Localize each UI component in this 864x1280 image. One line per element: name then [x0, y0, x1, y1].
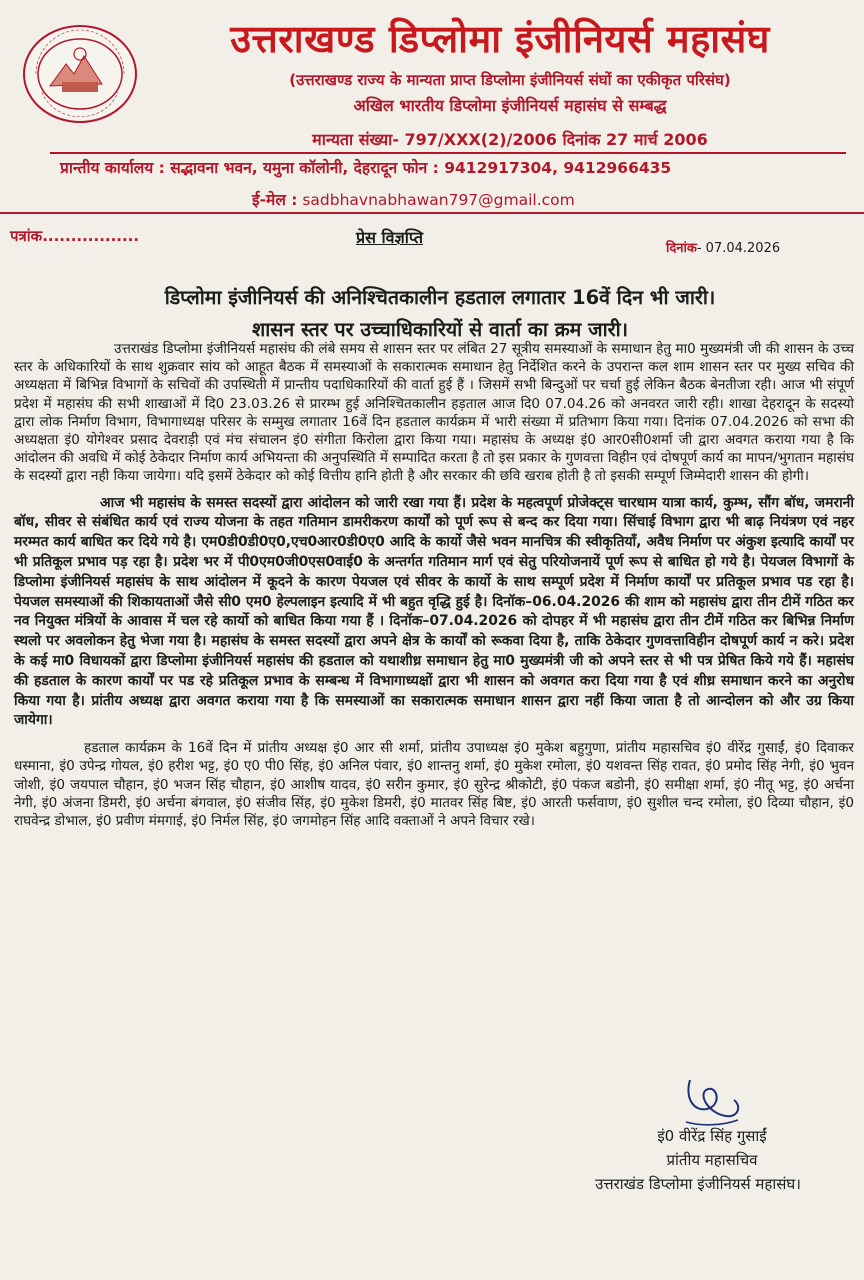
signatory-designation: प्रांतीय महासचिव	[666, 1151, 758, 1169]
recognition-number: मान्यता संख्या- 797/XXX(2)/2006 दिनांक 27 मार्च 2006	[312, 130, 708, 149]
headline-line-1: डिप्लोमा इंजीनियर्स की अनिश्चितकालीन हडताल लगातार 16वें दिन भी जारी।	[164, 286, 716, 309]
press-release-body	[14, 340, 854, 838]
document-date: दिनांक- 07.04.2026	[666, 241, 781, 256]
letterhead-rule	[50, 152, 846, 154]
email-address: sadbhavnabhawan797@gmail.com	[302, 191, 575, 209]
headline-line-2: शासन स्तर पर उच्चाधिकारियों से वार्ता का क्रम जारी।	[251, 318, 629, 341]
office-address: प्रान्तीय कार्यालय : सद्भावना भवन, यमुना कॉलोनी, देहरादून फोन : 9412917304, 9412966435	[60, 159, 672, 177]
date-value: 07.04.2026	[705, 241, 781, 256]
affiliation-line: अखिल भारतीय डिप्लोमा इंजीनियर्स महासंघ से सम्बद्ध	[353, 96, 667, 115]
letterhead-bottom-rule	[0, 212, 864, 214]
signatory-organisation: उत्तराखंड डिप्लोमा इंजीनियर्स महासंघ।	[595, 1175, 801, 1193]
email-line	[252, 188, 575, 210]
date-label: दिनांक	[666, 241, 697, 256]
reference-number: पत्रांक.................	[10, 227, 140, 245]
paragraph-1: उत्तराखंड डिप्लोमा इंजीनियर्स महासंघ की लंबे समय से शासन स्तर पर लंबित 27 सूत्रीय समस्याओं के समाधान हेतु मा0 मुख्यमंत्री जी की शासन के उच्च स्तर के अधिकारियों के साथ शुक्रवार सांय को आहूत बैठक में समस्याओं के सकारात्मक समाधान हेतु निर्देशित करने के उपरान्त कल शाम शासन स्तर पर मुख्य सचिव की अध्यक्षता में बिभिन्न विभागों के सचिवों की उपस्थिती में प्रान्तीय पदाधिकारियों की वार्ता हुई हैं । जिसमें सभी बिन्दुओं पर चर्चा हुई लेकिन बैठक बेनतीजा रही। आज भी संपूर्ण प्रदेश में महासंघ की सभी शाखाओं में दि0 23.03.26 से प्रारम्भ हुई अनिश्चितकालीन हड़ताल आज दि0 07.04.26 को अनवरत जारी रही। शाखा देहरादून के सदस्यो द्वारा लोक निर्माण विभाग, विभागाध्यक्ष परिसर के सम्मुख लगातार 16वें दिन हडताल कार्यक्रम में भारी संख्या में प्रतिभाग किया गया। दिनांक 07.04.2026 को सभा की अध्यक्षता इं0 योगेश्वर प्रसाद देवराड़ी एवं मंच संचालन इं0 संगीता किरोला द्वारा किया गया। महासंघ के अध्यक्ष इं0 आर0सी0शर्मा जी द्वारा अवगत कराया गया है कि आंदोलन की अवधि में कोई ठेकेदार निर्माण कार्य अभियन्ता की अनुपस्थिति में सम्पादित करता है तो इस प्रकार के गुणवत्ता विहीन एवं दोषपूर्ण कार्य का मापन/भुगतान महासंघ के सदस्यों द्वारा नही किया जायेगा। यदि इसमें ठेकेदार को कोई वित्तीय हानि होती है और सरकार की छवि खराब होती है तो इसकी सम्पूर्ण जिम्मेदारी शासन की होगी।	[14, 341, 854, 485]
signatory-name: इं0 वीरेंद्र सिंह गुसाईं	[657, 1127, 767, 1145]
federation-seal-logo	[22, 24, 138, 124]
document-type: प्रेस विज्ञप्ति	[356, 228, 423, 247]
handwritten-signature	[676, 1070, 756, 1130]
email-label: ई-मेल :	[252, 191, 298, 209]
organisation-subtitle: (उत्तराखण्ड राज्य के मान्यता प्राप्त डिप्लोमा इंजीनियर्स संघों का एकीकृत परिसंघ)	[289, 71, 731, 89]
organisation-title: उत्तराखण्ड डिप्लोमा इंजीनियर्स महासंघ	[230, 17, 770, 61]
paragraph-2: आज भी महासंघ के समस्त सदस्यों द्वारा आंदोलन को जारी रखा गया हैं। प्रदेश के महत्वपूर्ण प्रोजेक्ट्स चारधाम यात्रा कार्य, कुम्भ, सौंग बॉध, जमरानी बॉध, सीवर से संबंधित कार्य एवं राज्य योजना के तहत गतिमान डामरीकरण कार्यों को पूर्ण रूप से बन्द कर दिया गया। सिंचाई विभाग द्वारा भी बाढ़ नियंत्रण एवं नहर मरम्मत कार्य बाधित कर दिये गये है। एम0डी0डी0ए0,एच0आर0डी0ए0 आदि के कार्यो जैसे भवन मानचित्र की स्वीकृतियॉं, अवैध निर्माण पर अंकुश इत्यादि कार्यों पर भी प्रतिकूल प्रभाव पड़ रहा है। प्रदेश भर में पी0एम0जी0एस0वाई0 के अन्तर्गत गतिमान मार्ग एवं सेतु परियोजनायें पूर्ण रूप से बाधित हो गये है। पेयजल विभागों के डिप्लोमा इंजीनियर्स महासंघ के साथ आंदोलन में कूदने के कारण पेयजल एवं सीवर के कार्यो के साथ सम्पूर्ण प्रदेश में निर्माण कार्यों पर प्रतिकूल प्रभाव पड रहा है। पेयजल समस्याओं की शिकायताओं जैसे सी0 एम0 हेल्पलाइन इत्यादि में भी बहुत वृद्धि हुई है। दिनॉक–06.04.2026 की शाम को महासंघ द्वारा तीन टीमें गठित कर नव नियुक्त मंत्रियों के आवास में चल रहे कार्यो को बाधित किया गया हैं । दिनॉक–07.04.2026 को दोपहर में भी महासंघ द्वारा तीन टीमें गठित कर बिभिन्न निर्माण स्थलो पर अवलोकन हेतु भेजा गया है। महासंघ के समस्त सदस्यों द्वारा अपने क्षेत्र के कार्यों को रूकवा दिया है, ताकि ठेकेदार गुणवत्ताविहीन दोषपूर्ण कार्य न करे। प्रदेश के कई मा0 विधायकों द्वारा डिप्लोमा इंजीनियर्स महासंघ की हडताल को यथाशीध्र समाधान हेतु मा0 मुख्यमंत्री जी को अपने स्तर से भी पत्र प्रेषित किये गये हैं। महासंघ की हडताल के कारण कार्यों पर पड रहे प्रतिकूल प्रभाव के सम्बन्ध में विभागाध्यक्षों द्वारा भी शासन को अवगत करा दिया गया है एवं शीध्र समाधान करने का अनुरोध किया गया है। प्रांतीय अध्यक्ष द्वारा अवगत कराया गया है कि समस्याओं का सकारात्मक समाधान शासन द्वारा नहीं किया जाता है तो आन्दोलन को और उग्र किया जायेगा।	[14, 494, 854, 729]
paragraph-3: हडताल कार्यक्रम के 16वें दिन में प्रांतीय अध्यक्ष इं0 आर सी शर्मा, प्रांतीय उपाध्यक्ष इं0 मुकेश बहुगुणा, प्रांतीय महासचिव इं0 वीरेंद्र गुसाईं, इं0 दिवाकर धस्माना, इं0 उपेन्द्र गोयल, इं0 हरीश भट्ट, इं0 ए0 पी0 सिंह, इं0 अनिल पंवार, इं0 शान्तनु शर्मा, इं0 मुकेश रमोला, इं0 यशवन्त सिंह रावत, इं0 प्रमोद सिंह नेगी, इं0 भुवन जोशी, इं0 जयपाल चौहान, इं0 भजन सिंह चौहान, इं0 आशीष यादव, इं0 सरीन कुमार, इं0 सुरेन्द्र श्रीकोटी, इं0 पंकज बडोनी, इं0 समीक्षा शर्मा, इं0 नीतू भट्ट, इं0 अर्चना नेगी, इं0 अंजना डिमरी, इं0 अर्चना बंगवाल, इं0 संजीव सिंह, इं0 मुकेश डिमरी, इं0 मातवर सिंह बिष्ट, इं0 आरती फर्सवाण, इं0 सुशील चन्द रमोला, इं0 दिव्या चौहान, इं0 राघवेन्द्र डोभाल, इं0 प्रवीण मंमगाई, इं0 निर्मल सिंह, इं0 जगमोहन सिंह आदि वक्ताओं ने अपने विचार रखे।	[14, 740, 854, 829]
